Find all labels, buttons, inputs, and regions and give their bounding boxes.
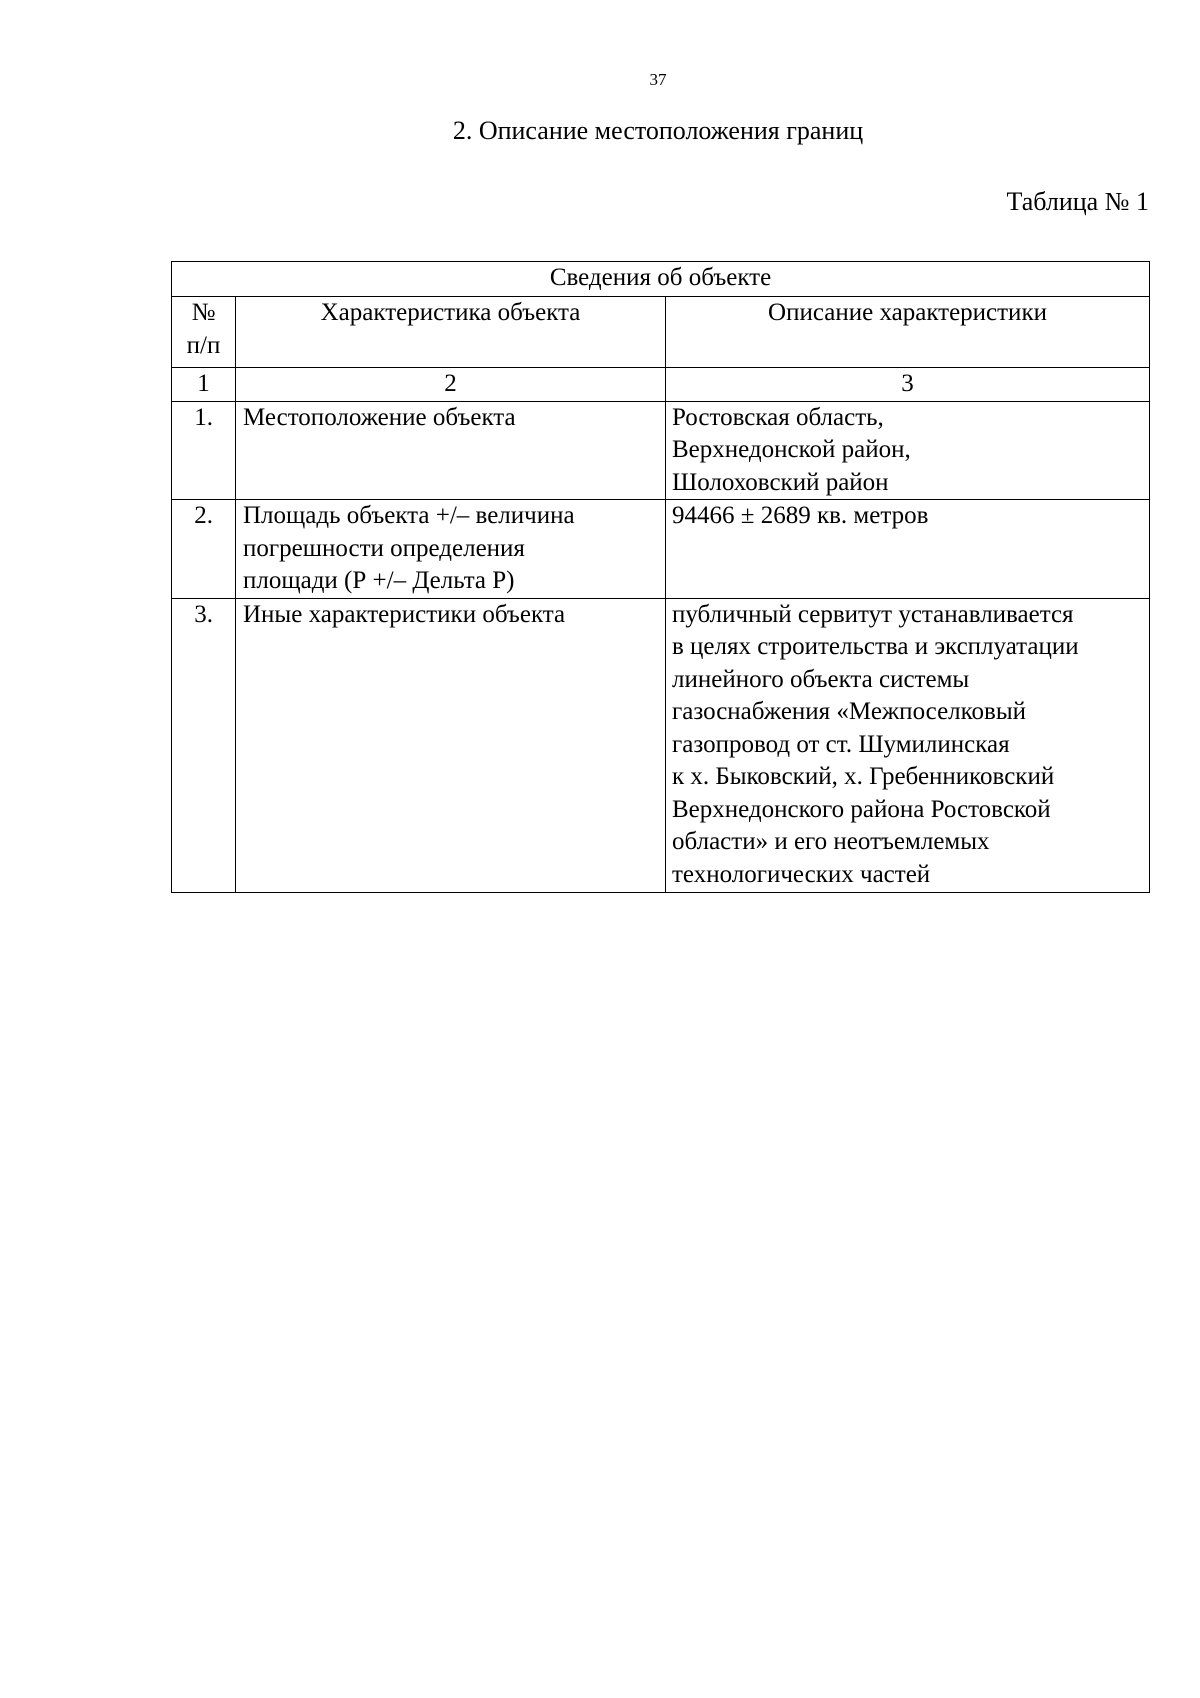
column-number: 1 [172, 368, 236, 402]
table-title-row [172, 262, 1150, 297]
header-characteristic: Характеристика объекта [236, 297, 666, 368]
description-line: технологических частей [672, 860, 931, 888]
row-number: 2. [172, 500, 236, 599]
characteristic-line: площади (Р +/– Дельта Р) [243, 567, 515, 594]
description-line: Верхнедонской район, [672, 436, 911, 463]
description-line: Ростовская область, [672, 403, 884, 431]
section-title: 2. Описание местоположения границ [452, 116, 864, 145]
description-line: в целях строительства и эксплуатации [672, 633, 1079, 660]
table-row [172, 598, 1150, 892]
table-header-row [172, 297, 1150, 368]
row-characteristic [236, 401, 666, 500]
header-num [172, 297, 236, 368]
description-line: публичный сервитут устанавливается [672, 600, 1074, 628]
row-number: 3. [172, 598, 236, 892]
description-line: газопровод от ст. Шумилинская [672, 730, 1010, 758]
column-numbers-row [172, 368, 1150, 402]
column-number: 2 [236, 368, 666, 402]
characteristic-line: Площадь объекта +/– величина [243, 502, 575, 529]
header-description: Описание характеристики [666, 297, 1150, 368]
description-line: линейного объекта системы [672, 665, 970, 693]
table-row [172, 500, 1150, 599]
row-number: 1. [172, 401, 236, 500]
table-title: Сведения об объекте [172, 262, 1150, 297]
row-description [666, 598, 1150, 892]
row-characteristic [236, 598, 666, 892]
description-line: газоснабжения «Межпоселковый [672, 698, 1027, 725]
row-characteristic [236, 500, 666, 599]
description-line: Верхнедонского района Ростовской [672, 795, 1051, 823]
characteristic-line: погрешности определения [243, 534, 525, 562]
table-row [172, 401, 1150, 500]
header-num-line1: № [191, 299, 216, 326]
header-num-line2: п/п [186, 331, 221, 359]
description-line: к х. Быковский, х. Гребенниковский [672, 763, 1055, 790]
column-number: 3 [666, 368, 1150, 402]
characteristic-line: Иные характеристики объекта [243, 600, 566, 628]
characteristic-line: Местоположение объекта [243, 403, 516, 431]
description-line: Шолоховский район [672, 468, 889, 496]
description-line: 94466 ± 2689 кв. метров [672, 502, 929, 529]
row-description [666, 500, 1150, 599]
row-description [666, 401, 1150, 500]
object-info-table [171, 261, 1150, 893]
table-caption: Таблица № 1 [1006, 187, 1149, 216]
page-number: 37 [649, 70, 667, 89]
description-line: области» и его неотъемлемых [672, 828, 990, 855]
